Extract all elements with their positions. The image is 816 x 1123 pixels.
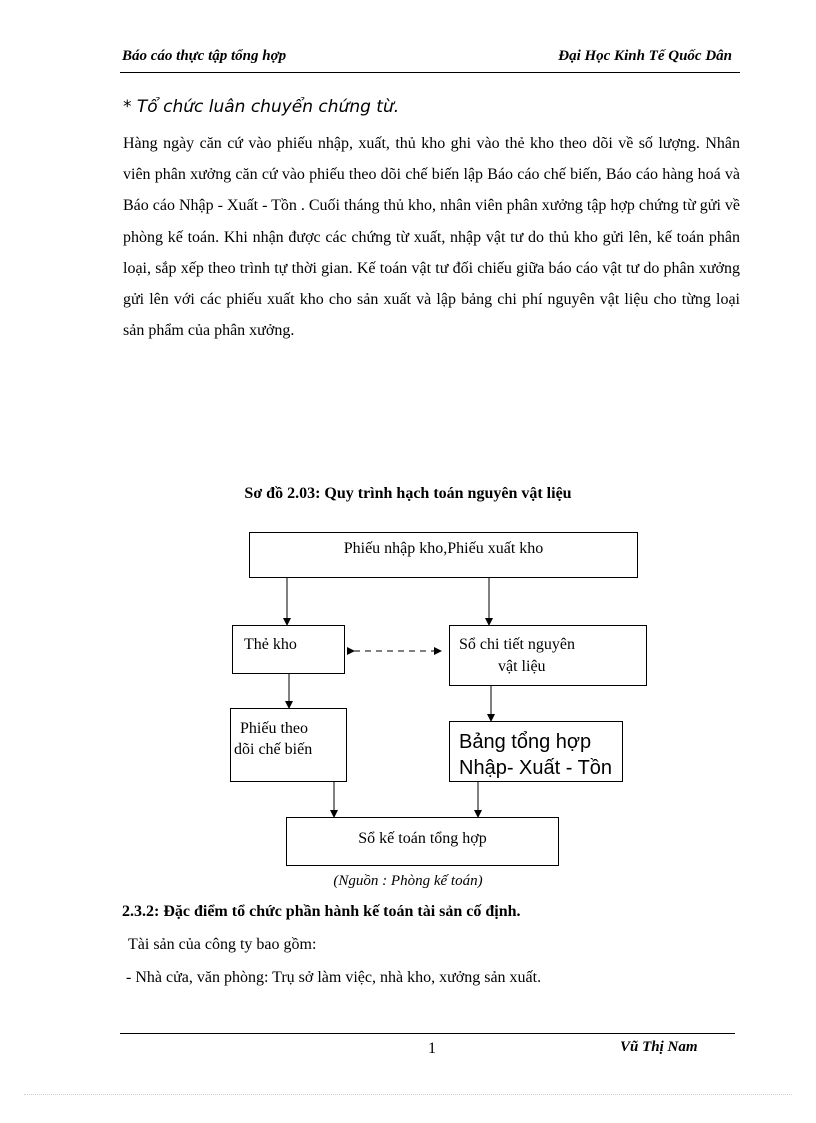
subsection-heading: 2.3.2: Đặc điểm tổ chức phần hành kế toán tài sản cố định. bbox=[122, 903, 521, 920]
box-general-ledger bbox=[286, 817, 559, 866]
box-summary bbox=[449, 721, 623, 782]
subsection-line-2: - Nhà cửa, văn phòng: Trụ sở làm việc, nhà kho, xưởng sản xuất. bbox=[126, 969, 542, 986]
box-detail-ledger bbox=[449, 625, 647, 686]
box-tracking-line1: Phiếu theo bbox=[240, 720, 308, 737]
box-receipts-label: Phiếu nhập kho,Phiếu xuất kho bbox=[343, 540, 544, 557]
box-detail-ledger-line2: vật liệu bbox=[498, 658, 546, 675]
box-summary-line1: Bảng tổng hợp bbox=[459, 731, 592, 753]
header-right: Đại Học Kinh Tế Quốc Dân bbox=[558, 48, 732, 64]
box-summary-line2: Nhập- Xuất - Tồn bbox=[459, 757, 613, 779]
box-stock-card bbox=[232, 625, 345, 674]
footer-divider bbox=[120, 1033, 735, 1034]
box-general-ledger-label: Sổ kế toán tổng hợp bbox=[358, 830, 487, 847]
box-detail-ledger-line1: Sổ chi tiết nguyên bbox=[459, 636, 575, 653]
section-heading: * Tổ chức luân chuyển chứng từ. bbox=[123, 97, 400, 117]
box-receipts bbox=[249, 532, 638, 578]
subsection-line-1: Tài sản của công ty bao gồm: bbox=[128, 936, 317, 953]
header-left: Báo cáo thực tập tổng hợp bbox=[122, 48, 287, 64]
footer-author: Vũ Thị Nam bbox=[620, 1039, 698, 1055]
box-stock-card-label: Thẻ kho bbox=[244, 636, 297, 653]
diagram-caption: Sơ đồ 2.03: Quy trình hạch toán nguyên vật liệu bbox=[244, 485, 572, 502]
page-number: 1 bbox=[428, 1040, 436, 1057]
box-tracking bbox=[230, 708, 347, 782]
body-paragraph: Hàng ngày căn cứ vào phiếu nhập, xuất, thủ kho ghi vào thẻ kho theo dõi về số lượng. Nhân viên phân xưởng căn cứ vào phiếu theo dõi chế biến lập Báo cáo chế biến, Báo cáo hàng hoá và Báo cáo Nhập - Xuất - Tồn . Cuối tháng thủ kho, nhân viên phân xưởng tập hợp chứng từ gửi về phòng kế toán. Khi nhận được các chứng từ xuất, nhập vật tư do thủ kho gửi lên, kế toán phân loại, sắp xếp theo trình tự thời gian. Kế toán vật tư đối chiếu giữa báo cáo vật tư do phân xưởng gửi lên với các phiếu xuất kho cho sản xuất và lập bảng chi phí nguyên vật liệu cho từng loại sản phẩm của phân xưởng. bbox=[123, 135, 740, 340]
page-edge-line bbox=[24, 1094, 792, 1095]
box-tracking-line2: dõi chế biến bbox=[234, 741, 313, 758]
diagram-source: (Nguồn : Phòng kế toán) bbox=[333, 873, 483, 889]
